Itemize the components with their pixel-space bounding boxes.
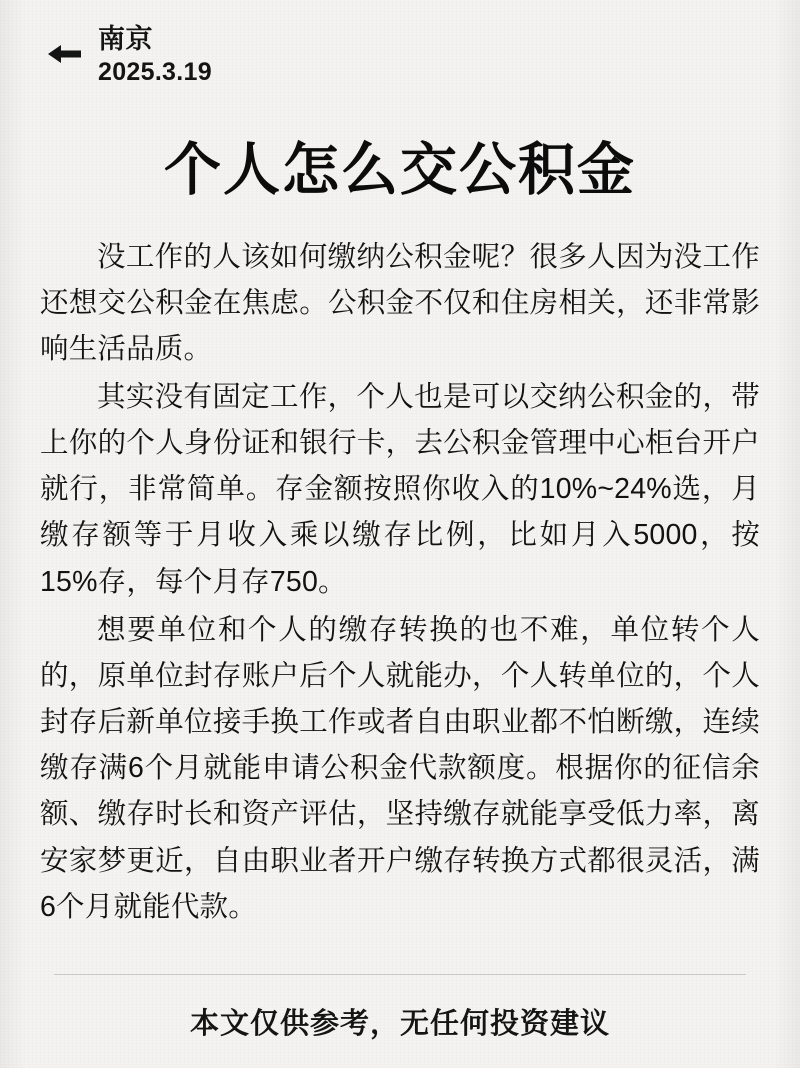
disclaimer-text: 本文仅供参考，无任何投资建议 (189, 1008, 610, 1040)
header-city: 南京 (98, 24, 153, 54)
footer-divider (54, 974, 746, 975)
article-paragraph: 其实没有固定工作，个人也是可以交纳公积金的，带上你的个人身份证和银行卡，去公积金管理中心柜台开户就行，非常简单。存金额按照你收入的10%~24%选，月缴存额等于月收入乘以缴存比例，比如月入5000，按15%存，每个月存750。 (40, 381, 760, 598)
article-paragraph: 没工作的人该如何缴纳公积金呢？很多人因为没工作还想交公积金在焦虑。公积金不仅和住房相关，还非常影响生活品质。 (40, 240, 760, 365)
article-body (26, 234, 774, 930)
back-arrow-icon[interactable] (44, 34, 84, 74)
article-paragraph: 想要单位和个人的缴存转换的也不难，单位转个人的，原单位封存账户后个人就能办，个人转单位的，个人封存后新单位接手换工作或者自由职业都不怕断缴，连续缴存满6个月就能申请公积金代款额度。根据你的征信余额、缴存时长和资产评估，坚持缴存就能享受低力率，离安家梦更近，自由职业者开户缴存转换方式都很灵活，满6个月就能代款。 (40, 613, 760, 923)
page-title: 个人怎么交公积金 (164, 138, 636, 202)
header-date: 2025.3.19 (98, 58, 212, 87)
page-header (26, 0, 774, 86)
page-footer (26, 974, 774, 1068)
header-text (98, 24, 212, 86)
